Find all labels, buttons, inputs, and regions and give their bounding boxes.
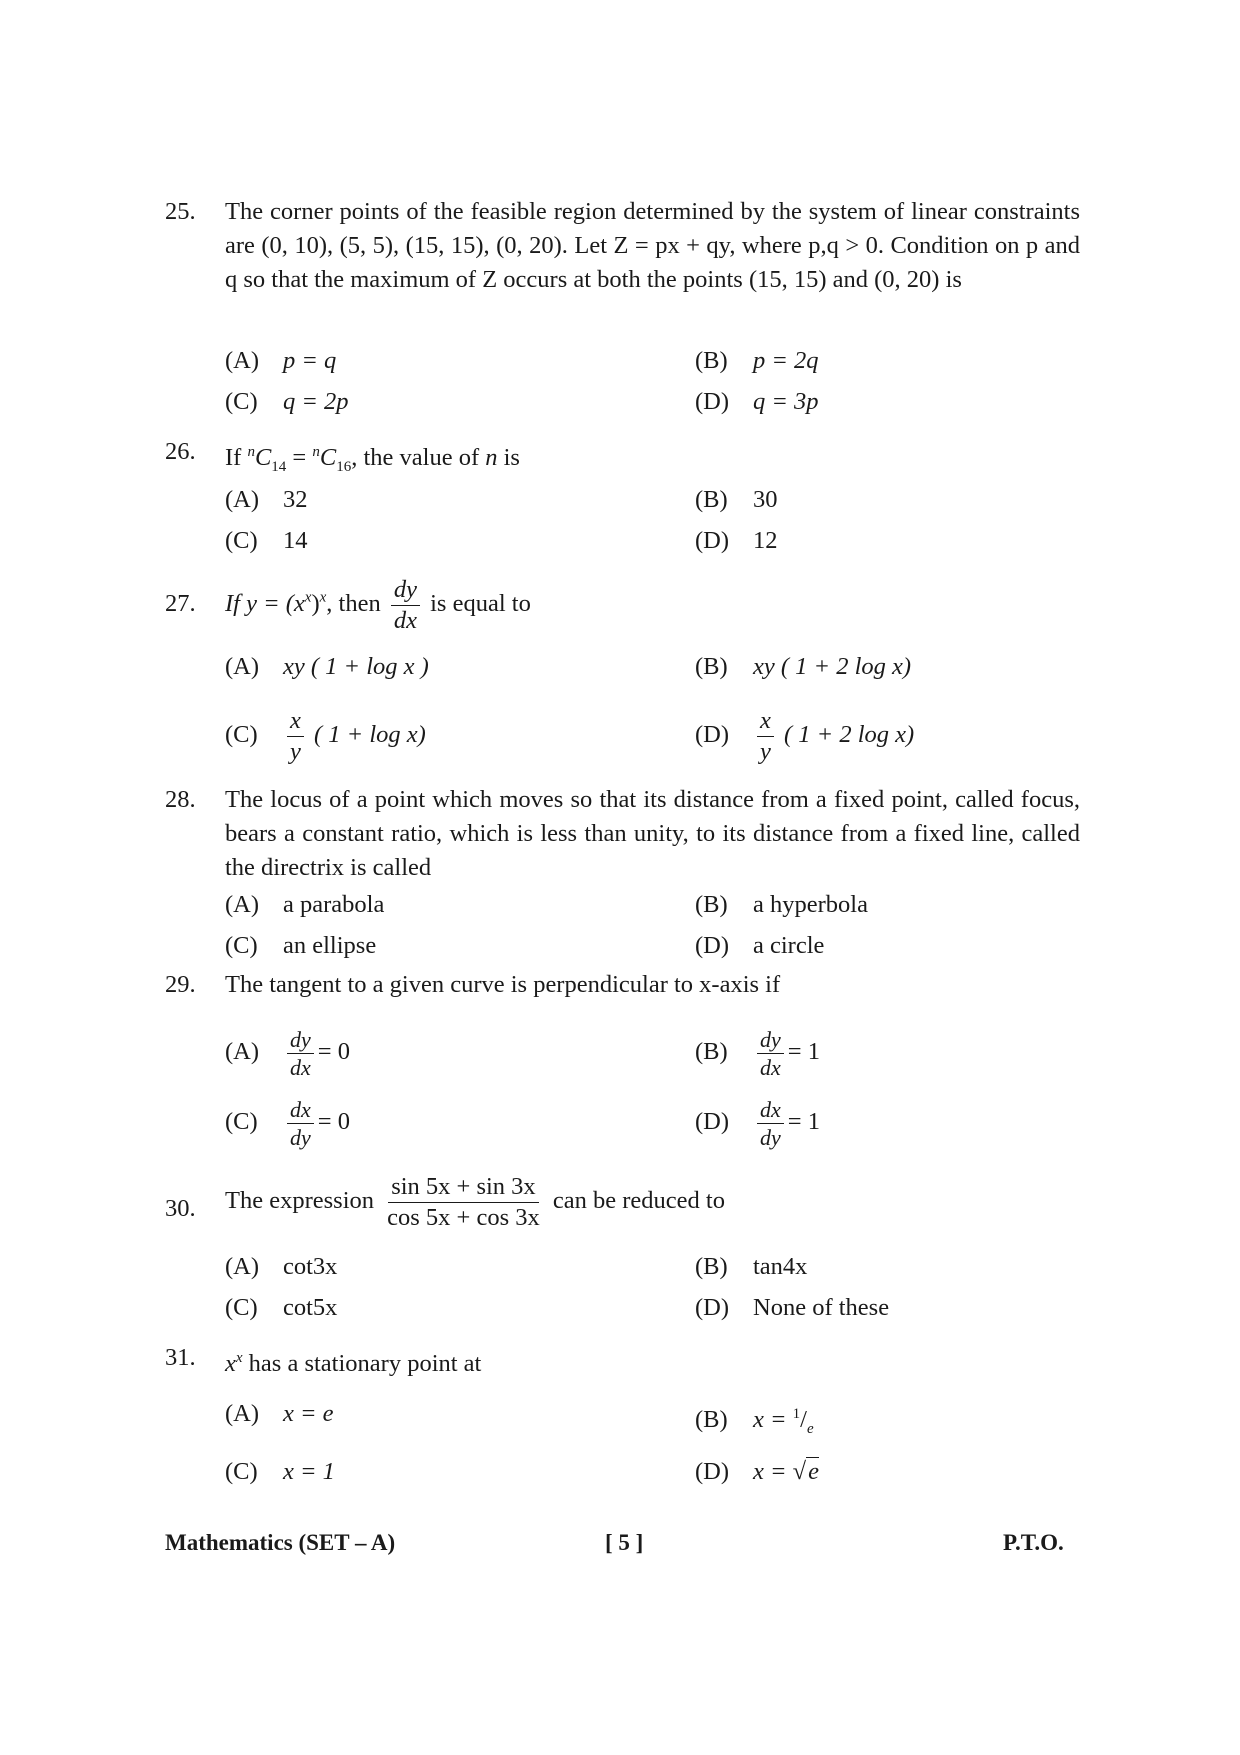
option-text: ( 1 + log x) [314, 720, 426, 748]
text-then: , then [326, 589, 381, 617]
option-a[interactable] [225, 1028, 350, 1079]
text-suffix: is equal to [430, 589, 531, 617]
option-text: = 0 [317, 1038, 350, 1066]
question-text: The corner points of the feasible region determined by the system of linear constraints are (0, 10), (5, 5), (15, 15), (0, 20). Let Z = px + qy, where p,q > 0. Condition on p and q so that the maximum of Z occurs at both the points (15, 15) and (0, 20) is [225, 198, 1080, 293]
sub-16: 16 [336, 459, 352, 476]
fraction-denominator: dx [393, 606, 417, 634]
fraction-trig [384, 1174, 543, 1230]
option-d[interactable] [695, 385, 819, 419]
fraction [287, 1098, 314, 1149]
sup-x: x [304, 589, 312, 606]
option-b[interactable] [695, 1250, 807, 1284]
fraction-denominator: dx [290, 1055, 311, 1081]
text-body: has a stationary point at [248, 1350, 482, 1378]
option-label: (B) [695, 1253, 728, 1280]
option-label: (B) [695, 347, 728, 374]
option-text: 12 [753, 527, 778, 554]
option-a[interactable] [225, 1250, 337, 1284]
fraction-denominator: dy [290, 1125, 311, 1151]
question-27 [165, 576, 1080, 634]
option-c[interactable] [225, 708, 426, 764]
question-text: The locus of a point which moves so that its distance from a fixed point, called focus, bears a constant ratio, which is less than unity, to its distance from a fixed line, called the directrix is called [225, 786, 1080, 881]
option-b[interactable] [695, 483, 778, 517]
question-28 [165, 783, 1080, 885]
option-label: (D) [695, 720, 730, 748]
question-25 [165, 195, 1080, 297]
option-label: (C) [225, 527, 258, 554]
option-label: (A) [225, 1253, 260, 1280]
option-text: a circle [753, 932, 825, 959]
var-n: n [485, 444, 498, 472]
fraction-x-y [287, 708, 304, 764]
option-text: 30 [753, 486, 778, 513]
option-b[interactable]: (B) $x = ^1/_e$ [695, 1397, 814, 1446]
fraction-denominator: cos 5x + cos 3x [387, 1203, 540, 1231]
option-label: (C) [225, 388, 258, 415]
option-d[interactable] [695, 1455, 819, 1489]
fraction-denominator: dy [760, 1125, 781, 1151]
option-text: q = 2p [283, 388, 349, 415]
fraction-denominator: y [760, 737, 771, 765]
question-number: 25. [165, 198, 196, 225]
option-text: ( 1 + 2 log x) [784, 720, 915, 748]
option-text: a hyperbola [753, 891, 868, 918]
base-x: x [225, 1350, 236, 1378]
option-b[interactable] [695, 650, 911, 684]
fraction-numerator: x [757, 708, 774, 737]
option-label: (D) [695, 1458, 730, 1485]
option-label: (D) [695, 1108, 730, 1136]
question-30 [165, 1173, 1080, 1231]
option-a[interactable] [225, 344, 336, 378]
option-d[interactable] [695, 1291, 889, 1325]
option-c[interactable] [225, 1098, 350, 1149]
fraction-numerator: x [287, 708, 304, 737]
option-text: 14 [283, 527, 308, 554]
option-text: = 0 [317, 1108, 350, 1136]
option-b[interactable] [695, 344, 819, 378]
text-prefix: The expression [225, 1186, 374, 1214]
fraction-numerator: sin 5x + sin 3x [388, 1174, 539, 1203]
fraction-numerator: dy [757, 1028, 784, 1054]
option-a[interactable] [225, 888, 384, 922]
option-label: (A) [225, 486, 260, 513]
option-text: x = e [283, 1400, 334, 1427]
option-label: (D) [695, 388, 730, 415]
question-number: 29. [165, 971, 196, 998]
text-suffix: can be reduced to [552, 1186, 725, 1214]
option-text: = 1 [787, 1038, 820, 1066]
option-d[interactable] [695, 708, 914, 764]
fraction-denominator: dx [760, 1055, 781, 1081]
fraction-x-y [757, 708, 774, 764]
option-text: xy ( 1 + 2 log x) [753, 653, 912, 680]
option-label: (B) [695, 891, 728, 918]
question-31 [165, 1341, 1080, 1381]
sup-x: x [319, 589, 327, 606]
sup-n: n [247, 444, 255, 460]
option-text: p = q [283, 347, 337, 374]
fraction-numerator: dy [287, 1028, 314, 1054]
option-text: q = 3p [753, 388, 819, 415]
option-b[interactable] [695, 1028, 820, 1079]
text-is: is [503, 444, 520, 472]
fraction-numerator: dx [757, 1098, 784, 1124]
question-text [225, 577, 1080, 633]
option-label: (C) [225, 1108, 258, 1136]
option-label: (A) [225, 653, 260, 680]
question-text [225, 1174, 1080, 1230]
radicand: e [808, 1458, 819, 1485]
option-label: (B) [695, 486, 728, 513]
question-number: 27. [165, 590, 196, 617]
fraction-denominator: y [290, 737, 301, 765]
question-text: The tangent to a given curve is perpendicular to x-axis if [225, 971, 781, 998]
option-prefix: x = √ [753, 1458, 807, 1485]
option-text: x = 1 [283, 1458, 335, 1485]
fraction-dy-dx [391, 577, 420, 633]
option-text: p = 2q [753, 347, 819, 374]
option-text: a parabola [283, 891, 385, 918]
option-d[interactable] [695, 1098, 820, 1149]
c-symbol: C [254, 444, 272, 472]
option-label: (C) [225, 932, 258, 959]
option-text: tan4x [753, 1253, 808, 1280]
sub-14: 14 [271, 459, 287, 476]
option-label: (A) [225, 1038, 260, 1066]
sup-x: x [235, 1350, 243, 1366]
option-label: (A) [225, 891, 260, 918]
fraction [287, 1028, 314, 1079]
option-a[interactable] [225, 1397, 334, 1431]
text-prefix: If y = (x [225, 589, 305, 617]
option-d[interactable] [695, 929, 824, 963]
option-c[interactable] [225, 385, 349, 419]
option-label: (D) [695, 932, 730, 959]
option-text: xy ( 1 + log x ) [283, 653, 429, 680]
option-a[interactable] [225, 650, 429, 684]
question-number: 30. [165, 1195, 196, 1222]
sup-n: n [312, 444, 320, 460]
c-symbol: C [319, 444, 337, 472]
option-label: (B) [695, 653, 728, 680]
option-label: (A) [225, 1400, 260, 1427]
fraction-numerator: 1 [792, 1406, 801, 1422]
footer-pto: P.T.O. [1003, 1530, 1064, 1555]
question-number: 28. [165, 786, 196, 813]
option-text: cot3x [283, 1253, 338, 1280]
option-c[interactable] [225, 929, 376, 963]
question-text [225, 1341, 1080, 1381]
option-d[interactable] [695, 524, 778, 558]
option-label: (D) [695, 1294, 730, 1321]
option-label: (C) [225, 1294, 258, 1321]
question-29 [165, 968, 1080, 1002]
fraction-denominator: e [806, 1421, 814, 1438]
option-c[interactable] [225, 524, 308, 558]
option-text: an ellipse [283, 932, 377, 959]
text-if: If [225, 444, 242, 472]
paren: ) [311, 589, 320, 617]
footer-page-number: [ 5 ] [605, 1530, 644, 1555]
option-label: (A) [225, 347, 260, 374]
option-text: None of these [753, 1294, 890, 1321]
option-c[interactable] [225, 1455, 335, 1489]
option-text: = 1 [787, 1108, 820, 1136]
question-number: 26. [165, 438, 196, 465]
option-prefix: x = [753, 1406, 793, 1434]
option-label: (C) [225, 720, 258, 748]
question-26 [165, 435, 1080, 484]
option-b[interactable] [695, 888, 868, 922]
option-label: (C) [225, 1458, 258, 1485]
fraction [757, 1028, 784, 1079]
footer-subject: Mathematics (SET – A) [165, 1530, 396, 1555]
option-label: (D) [695, 527, 730, 554]
fraction-numerator: dy [391, 577, 420, 606]
option-label: (B) [695, 1038, 728, 1066]
option-text: cot5x [283, 1294, 338, 1321]
text-rest: , the value of [351, 444, 480, 472]
fraction [757, 1098, 784, 1149]
fraction-numerator: dx [287, 1098, 314, 1124]
option-text: 32 [283, 486, 308, 513]
equals: = [286, 444, 313, 472]
option-label: (B) [695, 1406, 728, 1434]
question-number: 31. [165, 1344, 196, 1371]
question-text [225, 435, 1080, 484]
option-a[interactable] [225, 483, 308, 517]
option-c[interactable] [225, 1291, 337, 1325]
